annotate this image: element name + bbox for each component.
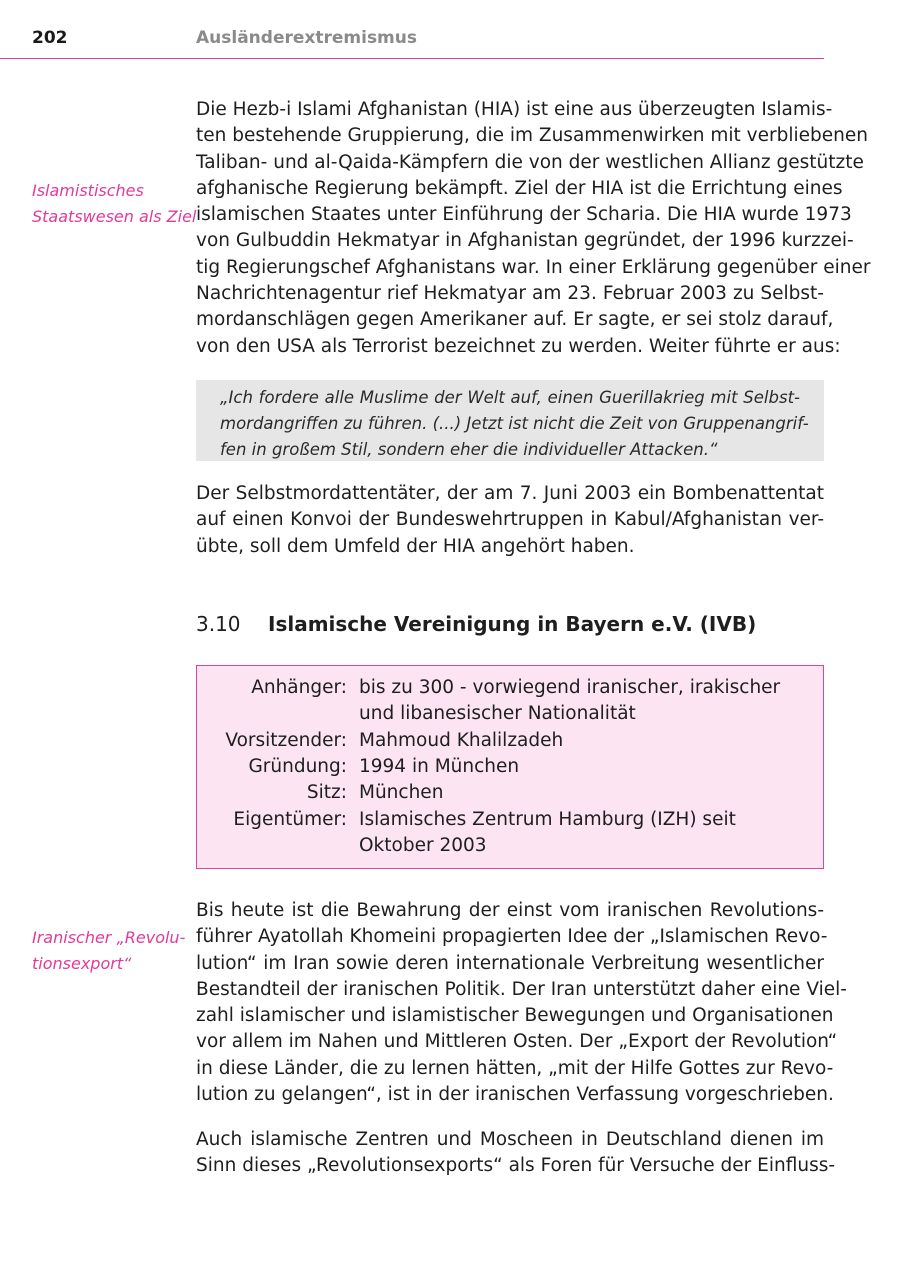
page-number: 202 [32,28,68,48]
quote-block [196,380,824,461]
paragraph-hia: Die Hezb-i Islami Afghanistan (HIA) ist eine aus überzeugten Islamis- ten bestehende Gruppierung, die im Zusammenwirken mit verbliebenen Taliban- und al-Qaida-Kämpfern die von der westlichen Allianz gestützte afghanische Regierung bekämpft. Ziel der HIA ist die Errichtung eines islamischen Staates unter Einführung der Scharia. Die HIA wurde 1973 von Gulbuddin Hekmatyar in Afghanistan gegründet, der 1996 kurzzei- tig Regierungschef Afghanistans war. In einer Erklärung gegenüber einer Nachrichtenagentur rief Hekmatyar am 23. Februar 2003 zu Selbst- mordanschlägen gegen Amerikaner auf. Er sagte, er sei stolz darauf, von den USA als Terrorist bezeichnet zu werden. Weiter führte er aus: [196,99,871,357]
quote-text: „Ich fordere alle Muslime der Welt auf, einen Guerillakrieg mit Selbst- mordangriffen zu führen. (...) Jetzt ist nicht die Zeit von Gruppenangrif- fen in großem Stil, sondern eher die individueller Attacken.“ [220,388,809,459]
info-box: Anhänger: bis zu 300 - vorwiegend iranischer, irakischer und libanesischer Nationalität Vorsitzender: Mahmoud Khalilzadeh Gründung: 1994 in München Sitz: München Eigentümer: Islamisches Zentrum Hamburg (IZH) seit Oktober 2003 [196,665,824,869]
page-header [0,28,824,59]
paragraph-zentren: Auch islamische Zentren und Moscheen in Deutschland dienen im Sinn dieses „Revolutionsexports“ als Foren für Versuche der Einfluss- [196,1129,836,1177]
paragraph-revolution: Bis heute ist die Bewahrung der einst vom iranischen Revolutions- führer Ayatollah Khomeini propagierten Idee der „Islamischen Revo- lution“ im Iran sowie deren internationale Verbreitung wesentlicher Bestandteil der iranischen Politik. Der Iran unterstützt daher eine Viel- zahl islamischer und islamistischer Bewegungen und Organisationen vor allem im Nahen und Mittleren Osten. Der „Export der Revolution“ in diese Länder, die zu lernen hätten, „mit der Hilfe Gottes zur Revo- lution zu gelangen“, ist in der iranischen Verfassung vorgeschrieben. [196,900,847,1106]
section-title: Islamische Vereinigung in Bayern e.V. (IVB) [268,612,757,636]
running-title: Ausländerextremismus [196,28,417,48]
paragraph-attentat: Der Selbstmordattentäter, der am 7. Juni 2003 ein Bombenattentat auf einen Konvoi der Bundeswehrtruppen in Kabul/Afghanistan ver- übte, soll dem Umfeld der HIA angehört haben. [196,483,824,557]
margin-note-revolutionsexport: Iranischer „Revolu- tionsexport“ [32,928,186,973]
margin-note-staatswesen: Islamistisches Staatswesen als Ziel [32,181,197,226]
section-number: 3.10 [196,612,241,636]
section-heading [196,612,756,636]
